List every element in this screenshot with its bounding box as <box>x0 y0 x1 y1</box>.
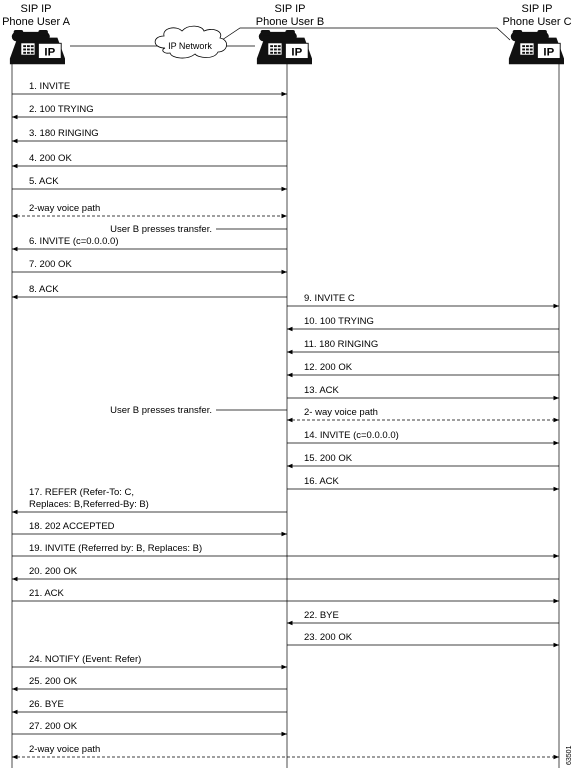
message-20 <box>12 521 287 534</box>
party-label-line2: Phone User C <box>502 16 572 28</box>
party-c <box>502 3 571 64</box>
message-5 <box>12 176 287 189</box>
message-26 <box>12 654 287 667</box>
party-a <box>2 3 71 64</box>
message-label: 2. 100 TRYING <box>29 104 94 115</box>
message-label: 14. INVITE (c=0.0.0.0) <box>304 430 399 441</box>
message-label: 5. ACK <box>29 176 59 187</box>
message-label: 10. 100 TRYING <box>304 316 374 327</box>
ip-network-cloud <box>155 26 226 58</box>
message-12 <box>287 339 559 352</box>
message-label: 24. NOTIFY (Event: Refer) <box>29 654 142 665</box>
message-label: 23. 200 OK <box>304 632 353 643</box>
message-19 <box>12 487 287 512</box>
message-24 <box>287 610 559 623</box>
message-label: Replaces: B,Referred-By: B) <box>29 499 149 510</box>
message-23 <box>12 588 559 601</box>
message-10 <box>287 293 559 306</box>
message-label: 1. INVITE <box>29 81 71 92</box>
message-7 <box>12 236 287 249</box>
message-label: 25. 200 OK <box>29 676 78 687</box>
message-27 <box>12 676 287 689</box>
figure-id-label: 63501 <box>566 745 573 765</box>
message-25 <box>287 632 559 645</box>
message-9 <box>12 284 287 297</box>
message-label: 20. 200 OK <box>29 566 78 577</box>
phone-logo-text: IP <box>543 46 555 59</box>
party-label-line2: Phone User B <box>255 16 325 28</box>
phone-logo-text: IP <box>44 46 56 59</box>
message-15 <box>287 407 559 420</box>
message-4 <box>12 153 287 166</box>
message-label: 11. 180 RINGING <box>304 339 379 350</box>
message-label: 2-way voice path <box>29 203 101 214</box>
message-30 <box>12 744 559 757</box>
message-label: 17. REFER (Refer-To: C, <box>29 487 135 498</box>
message-label: 6. INVITE (c=0.0.0.0) <box>29 236 119 247</box>
message-label: 2- way voice path <box>304 407 378 418</box>
message-6 <box>12 203 287 216</box>
message-label: 12. 200 OK <box>304 362 353 373</box>
transfer-note <box>110 405 287 416</box>
party-label-line1: SIP IP <box>274 3 306 15</box>
message-label: 18. 202 ACCEPTED <box>29 521 115 532</box>
message-label: 16. ACK <box>304 476 339 487</box>
ip-phone-icon <box>10 30 65 64</box>
message-label: 2-way voice path <box>29 744 101 755</box>
note-label: User B presses transfer. <box>110 405 212 416</box>
message-14 <box>287 385 559 398</box>
message-13 <box>287 362 559 375</box>
party-b <box>256 3 324 64</box>
note-label: User B presses transfer. <box>110 224 212 235</box>
phone-logo-text: IP <box>291 46 303 59</box>
party-label-line1: SIP IP <box>521 3 553 15</box>
message-label: 19. INVITE (Referred by: B, Replaces: B) <box>29 543 203 554</box>
message-label: 3. 180 RINGING <box>29 128 99 139</box>
message-11 <box>287 316 559 329</box>
message-18 <box>287 476 559 489</box>
message-29 <box>12 721 287 734</box>
message-1 <box>12 81 287 94</box>
message-8 <box>12 259 287 272</box>
message-label: 8. ACK <box>29 284 59 295</box>
message-16 <box>287 430 559 443</box>
message-17 <box>287 453 559 466</box>
transfer-note <box>110 224 287 235</box>
message-label: 21. ACK <box>29 588 64 599</box>
ip-phone-icon <box>509 30 564 64</box>
message-label: 26. BYE <box>29 699 64 710</box>
message-21 <box>12 543 559 556</box>
message-label: 4. 200 OK <box>29 153 72 164</box>
ip-phone-icon <box>257 30 312 64</box>
party-label-line2: Phone User A <box>2 16 70 28</box>
message-2 <box>12 104 287 117</box>
message-28 <box>12 699 287 712</box>
messages <box>12 81 559 757</box>
message-3 <box>12 128 287 141</box>
ip-network-label: IP Network <box>168 41 212 51</box>
parties <box>2 3 572 64</box>
notes <box>110 224 287 416</box>
message-label: 13. ACK <box>304 385 339 396</box>
message-label: 9. INVITE C <box>304 293 355 304</box>
party-label-line1: SIP IP <box>20 3 52 15</box>
message-22 <box>12 566 559 579</box>
message-label: 7. 200 OK <box>29 259 72 270</box>
message-label: 27. 200 OK <box>29 721 78 732</box>
message-label: 22. BYE <box>304 610 339 621</box>
message-label: 15. 200 OK <box>304 453 353 464</box>
